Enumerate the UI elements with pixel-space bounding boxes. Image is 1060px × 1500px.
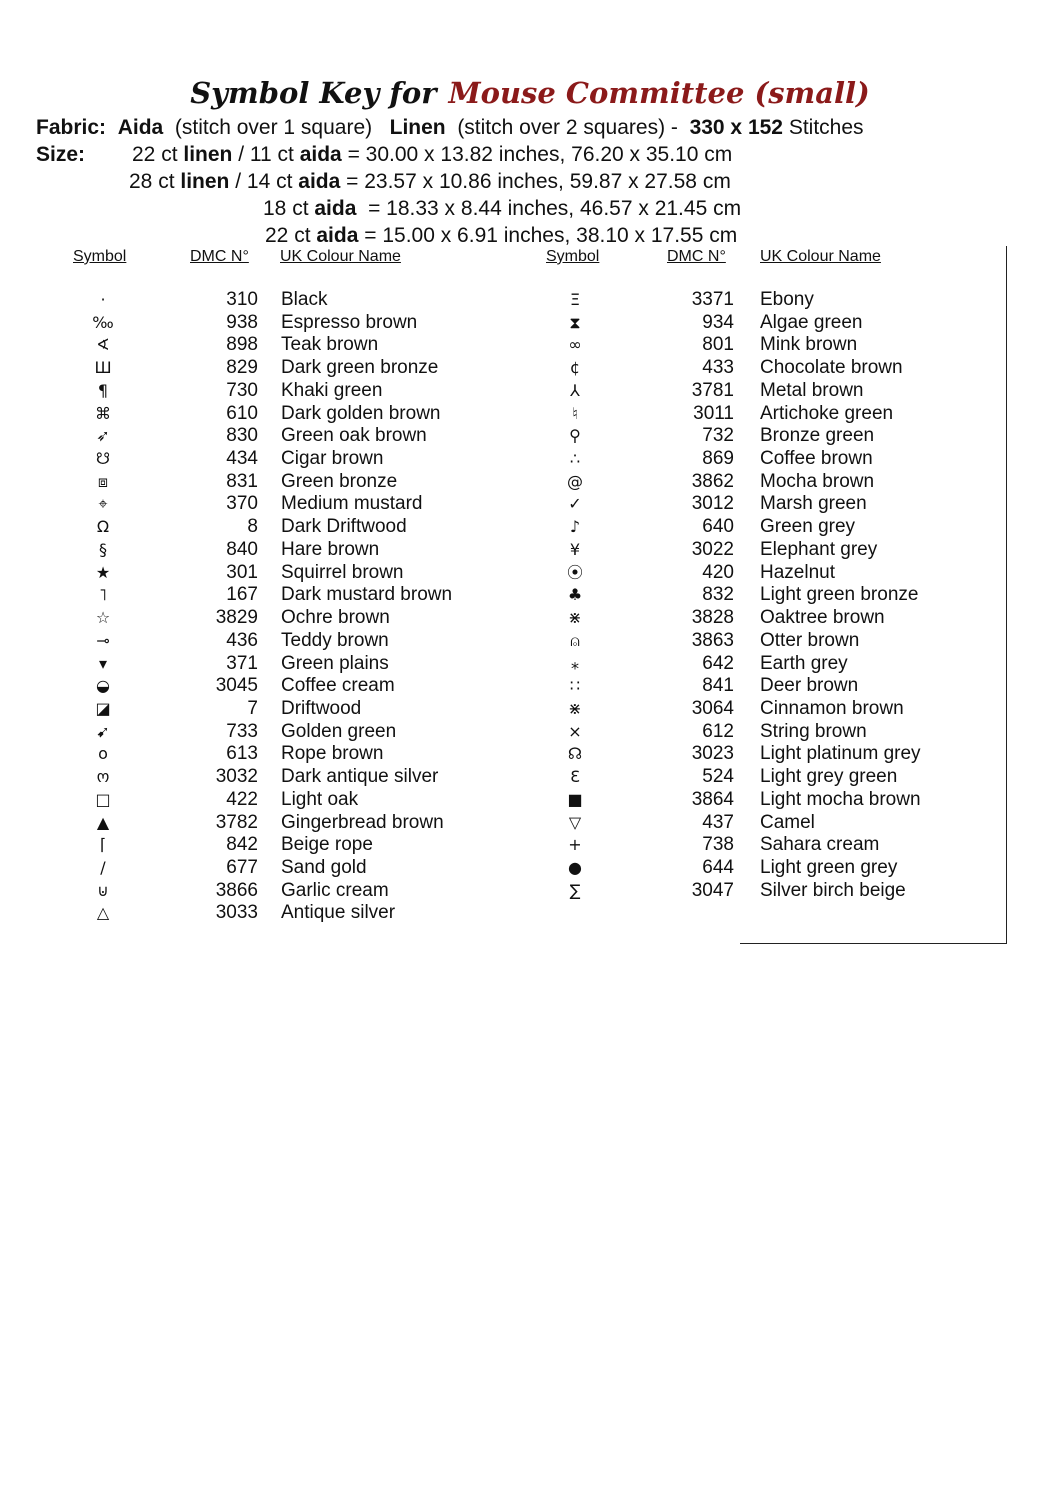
stitch-symbol-icon: ◒ [96,676,110,696]
stitch-symbol-icon: ➶ [96,426,110,446]
symbol-key-row [0,492,1060,515]
stitch-symbol-icon: ▲ [96,812,110,832]
colour-name: Mocha brown [760,470,875,492]
stitch-symbol-icon: ¥ [569,539,581,559]
colour-name: String brown [760,720,867,742]
colour-name: Black [281,289,328,310]
dmc-number: 840 [226,538,258,560]
dmc-number: 3864 [691,788,734,810]
dmc-number: 644 [702,857,734,878]
dmc-number: 3032 [215,766,258,788]
colour-name: Bronze green [760,425,875,447]
symbol-key-row [0,811,1060,834]
colour-name: Oaktree brown [760,607,885,629]
dmc-number: 301 [226,561,258,583]
dmc-number: 640 [702,516,734,538]
size-label: Size: [36,143,86,166]
colour-name: Mink brown [760,334,858,356]
symbol-key-row [0,879,1060,902]
stitch-symbol-icon: ⅄ [570,380,580,400]
stitch-symbol-icon: ‰ [92,312,114,332]
fabric-aida: Aida [117,116,164,139]
symbol-key-row [0,856,1060,879]
stitch-symbol-icon: Ξ [569,290,581,309]
stitch-symbol-icon: ˥ [99,585,107,605]
colour-name: Gingerbread brown [281,811,444,833]
dmc-number: 3781 [691,379,734,401]
dmc-number: 7 [247,697,258,719]
size-text: aida [316,224,359,247]
dmc-number: 167 [226,584,258,606]
size-text: = 30.00 x 13.82 inches, 76.20 x 35.10 cm [341,143,733,166]
dmc-number: 3064 [691,697,734,719]
stitch-symbol-icon: ⊍ [97,880,109,900]
stitch-symbol-icon: ⌈ [99,835,107,855]
colour-name: Espresso brown [281,311,418,333]
stitch-symbol-icon: ■ [567,789,583,809]
colour-name: Light oak [281,788,359,810]
colour-name: Light green bronze [760,584,919,606]
colour-name: Sand gold [281,857,367,878]
title-lead: Symbol Key for [190,76,437,110]
colour-name: Dark Driftwood [281,516,407,538]
dmc-number: 613 [226,743,258,765]
stitch-symbol-icon: o [98,744,108,764]
symbol-key-row [0,379,1060,402]
dmc-number: 3011 [693,402,734,424]
dmc-number: 3863 [691,629,734,651]
size-text: 28 ct [129,170,181,193]
stitch-symbol-icon: ⋇ [568,698,582,718]
dmc-number: 829 [226,357,258,379]
colour-name: Otter brown [760,629,860,651]
size-line-3 [263,195,741,222]
colour-name: Light platinum grey [760,743,921,765]
dmc-number: 3023 [691,743,734,765]
colour-name: Teak brown [281,334,379,356]
symbol-key-row [0,697,1060,720]
dmc-number: 434 [226,448,258,470]
symbol-key-row [0,515,1060,538]
colour-name: Dark antique silver [281,766,439,788]
symbol-key-row [0,742,1060,765]
stitch-symbol-icon: ∷ [569,676,581,696]
colour-name: Chocolate brown [760,357,903,379]
header-name-right: UK Colour Name [760,248,881,265]
size-label-line [36,141,85,168]
size-text: 22 ct [132,143,184,166]
colour-name: Algae green [760,311,863,333]
stitch-symbol-icon: ∴ [569,449,581,469]
colour-name: Earth grey [760,652,848,674]
colour-name: Sahara cream [760,834,880,856]
dmc-number: 938 [226,311,258,333]
fabric-linen: Linen [389,116,446,139]
colour-name: Teddy brown [281,629,389,651]
dmc-number: 437 [702,811,734,833]
stitch-symbol-icon: ● [568,858,582,877]
header-symbol-left: Symbol [73,248,127,265]
dmc-number: 3012 [691,493,734,515]
symbol-key-row [0,901,1060,924]
symbol-key-row [0,470,1060,493]
stitch-symbol-icon: ¢ [569,358,581,378]
dmc-number: 831 [226,470,258,492]
dmc-number: 732 [702,425,734,447]
dmc-number: 420 [702,561,734,583]
dmc-number: 3829 [215,607,258,629]
stitch-symbol-icon: ♮ [572,403,578,423]
fabric-line [36,114,864,141]
symbol-key-row [0,311,1060,334]
symbol-key-row [0,788,1060,811]
colour-name: Antique silver [281,902,396,924]
colour-name: Khaki green [281,379,383,401]
size-text: aida [314,197,357,220]
stitch-symbol-icon: · [100,290,106,309]
colour-name: Metal brown [760,379,864,401]
header-name-left: UK Colour Name [280,248,401,265]
colour-name: Elephant grey [760,538,878,560]
dmc-number: 830 [226,425,258,447]
dmc-number: 3862 [691,470,734,492]
colour-name: Cigar brown [281,448,384,470]
fabric-linen-note: (stitch over 2 squares) - [457,116,678,139]
stitch-symbol-icon: ➹ [96,721,110,741]
dmc-number: 869 [702,448,734,470]
dmc-number: 3371 [691,289,734,310]
colour-name: Beige rope [281,834,373,856]
symbol-key-row [0,561,1060,584]
symbol-key-row [0,606,1060,629]
colour-name: Marsh green [760,493,867,515]
dmc-number: 370 [226,493,258,515]
stitch-symbol-icon: Ɛ [570,767,580,787]
symbol-key-row [0,720,1060,743]
size-text: = 15.00 x 6.91 inches, 38.10 x 17.55 cm [358,224,738,247]
header-dmc-right: DMC N° [667,248,726,265]
colour-name: Deer brown [760,675,859,697]
colour-name: Light mocha brown [760,788,921,810]
stitch-symbol-icon: □ [95,789,111,809]
stitch-count: 330 x 152 [689,116,783,139]
symbol-key-row [0,356,1060,379]
fabric-aida-note: (stitch over 1 square) [174,116,373,139]
dmc-number: 422 [226,788,258,810]
dmc-number: 310 [226,289,258,310]
dmc-number: 610 [226,402,258,424]
stitch-symbol-icon: ★ [95,562,111,582]
dmc-number: 832 [702,584,734,606]
size-text: aida [298,170,341,193]
dmc-number: 730 [226,379,258,401]
stitch-symbol-icon: ⊸ [96,630,110,650]
colour-name: Rope brown [281,743,384,765]
dmc-number: 3033 [215,902,258,924]
stitch-symbol-icon: ∑ [569,880,581,900]
dmc-number: 3022 [691,538,734,560]
stitch-symbol-icon: ⧈ [97,471,109,491]
stitch-symbol-icon: ⚲ [569,426,581,446]
stitch-symbol-icon: ∞ [568,335,582,355]
dmc-number: 371 [226,652,258,674]
stitch-symbol-icon: ⍝ [570,630,580,650]
stitch-symbol-icon: ⁎ [571,653,579,673]
size-text: linen [180,170,230,193]
stitch-symbol-icon: Ω [96,517,110,537]
stitch-symbol-icon: ⋇ [568,608,582,628]
dmc-number: 3047 [691,879,734,901]
colour-name: Green plains [281,652,389,674]
colour-name: Silver birch beige [760,879,906,901]
colour-name: Hazelnut [760,561,835,583]
stitch-symbol-icon: ო [96,767,110,787]
stitch-symbol-icon: ✓ [568,494,582,514]
dmc-number: 3782 [215,811,258,833]
colour-name: Green oak brown [281,425,427,447]
stitch-symbol-icon: ¶ [97,380,109,400]
header-symbol-right: Symbol [546,248,600,265]
size-text: / 14 ct [229,170,299,193]
symbol-key-row [0,333,1060,356]
stitch-symbol-icon: ☊ [567,744,583,764]
stitch-symbol-icon: ▾ [98,653,108,673]
stitch-symbol-icon: ▽ [568,812,582,832]
symbol-key-row [0,424,1060,447]
dmc-number: 3866 [215,879,258,901]
stitch-symbol-icon: △ [96,903,110,923]
stitch-symbol-icon: ⌖ [98,494,108,514]
dmc-number: 841 [702,675,734,697]
size-line-2 [129,168,731,195]
stitch-symbol-icon: ☆ [95,608,111,628]
stitch-symbol-icon: § [99,539,107,559]
table-border-right [1006,246,1007,943]
dmc-number: 898 [226,334,258,356]
stitch-symbol-icon: ♣ [567,585,583,605]
colour-name: Driftwood [281,697,362,719]
dmc-number: 842 [226,834,258,856]
stitch-word: Stitches [788,116,864,139]
colour-name: Coffee cream [281,675,395,697]
colour-name: Cinnamon brown [760,697,904,719]
size-text: = 23.57 x 10.86 inches, 59.87 x 27.58 cm [340,170,731,193]
dmc-number: 433 [702,357,734,379]
colour-name: Green grey [760,516,856,538]
dmc-number: 801 [702,334,734,356]
dmc-number: 612 [702,720,734,742]
stitch-symbol-icon: / [100,858,106,877]
size-text: / 11 ct [232,143,300,166]
stitch-symbol-icon: ◪ [95,698,111,718]
colour-name: Dark golden brown [281,402,441,424]
colour-name: Golden green [281,720,397,742]
colour-name: Light grey green [760,766,898,788]
stitch-symbol-icon: Ш [94,358,112,378]
symbol-key-row [0,538,1060,561]
stitch-symbol-icon: ⦿ [566,562,583,582]
colour-name: Light green grey [760,857,898,878]
dmc-number: 3828 [691,607,734,629]
symbol-key-row [0,447,1060,470]
table-border-bottom [740,943,1007,944]
symbol-key-row [0,833,1060,856]
colour-name: Dark green bronze [281,357,439,379]
dmc-number: 8 [247,516,258,538]
symbol-key-row [0,652,1060,675]
stitch-symbol-icon: + [568,835,582,855]
colour-name: Green bronze [281,470,398,492]
colour-name: Squirrel brown [281,561,404,583]
dmc-number: 733 [226,720,258,742]
dmc-number: 934 [702,311,734,333]
stitch-symbol-icon: ⧗ [569,312,581,332]
symbol-key-row [0,629,1060,652]
symbol-key-row [0,765,1060,788]
dmc-number: 436 [226,629,258,651]
colour-name: Ebony [760,289,814,310]
dmc-number: 677 [226,857,258,878]
colour-name: Dark mustard brown [281,584,453,606]
symbol-key-row [0,288,1060,311]
colour-name: Medium mustard [281,493,423,515]
colour-name: Artichoke green [760,402,894,424]
colour-name: Ochre brown [281,607,390,629]
symbol-key-row [0,583,1060,606]
size-line-1 [132,141,732,168]
size-text: aida [299,143,342,166]
size-text: linen [183,143,233,166]
colour-name: Camel [760,811,815,833]
size-text: = 18.33 x 8.44 inches, 46.57 x 21.45 cm [356,197,742,220]
stitch-symbol-icon: ☋ [95,449,111,469]
size-line-4 [265,222,737,249]
dmc-number: 738 [702,834,734,856]
symbol-key-row [0,674,1060,697]
stitch-symbol-icon: × [568,721,582,741]
fabric-label: Fabric: [36,116,107,139]
colour-name: Coffee brown [760,448,873,470]
size-text: 18 ct [263,197,315,220]
dmc-number: 642 [702,652,734,674]
stitch-symbol-icon: ∢ [96,335,110,355]
symbol-key-row [0,402,1060,425]
page-title [0,76,1060,110]
dmc-number: 3045 [215,675,258,697]
stitch-symbol-icon: ♪ [569,517,581,537]
dmc-number: 524 [702,766,734,788]
stitch-symbol-icon: @ [567,471,583,491]
size-text: 22 ct [265,224,317,247]
header-dmc-left: DMC N° [190,248,249,265]
pattern-name: Mouse Committee (small) [448,76,870,110]
colour-name: Garlic cream [281,879,389,901]
stitch-symbol-icon: ⌘ [95,403,111,423]
colour-name: Hare brown [281,538,380,560]
